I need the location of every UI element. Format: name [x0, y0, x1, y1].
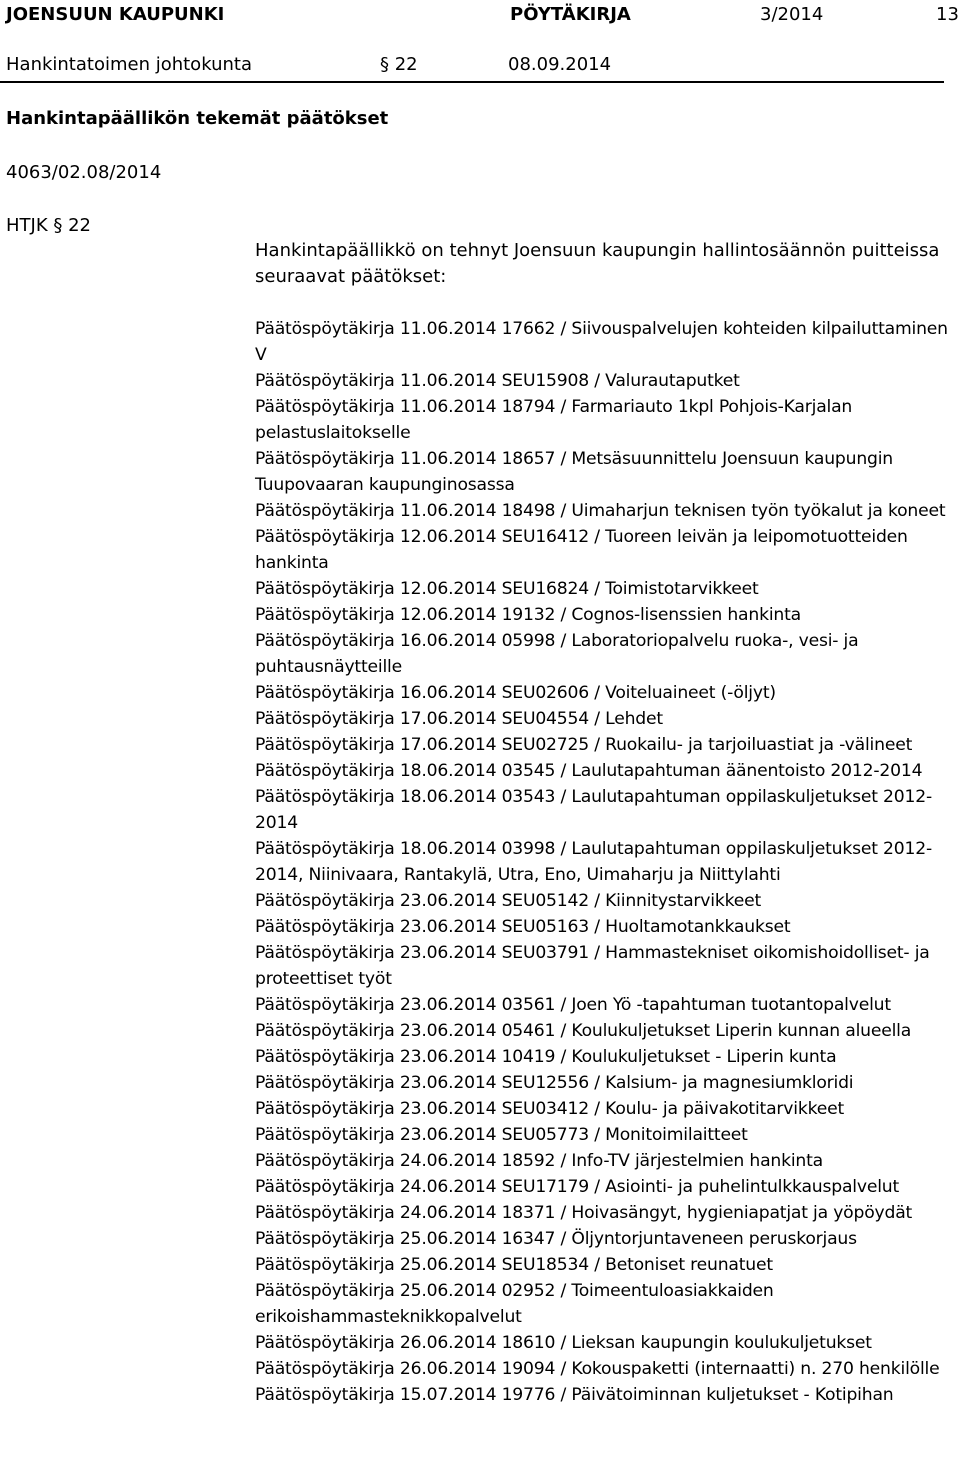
org-name: JOENSUUN KAUPUNKI: [6, 4, 225, 25]
htjk-label: HTJK § 22: [6, 215, 91, 236]
decision-item: Päätöspöytäkirja 11.06.2014 18657 / Metsäsuunnittelu Joensuun kaupungin Tuupovaaran kaupunginosassa: [255, 449, 893, 495]
decision-item: Päätöspöytäkirja 23.06.2014 SEU05142 / Kiinnitystarvikkeet: [255, 891, 762, 911]
doc-number: 3/2014: [760, 4, 824, 25]
intro-text: Hankintapäällikkö on tehnyt Joensuun kaupungin hallintosäännön puitteissa seuraavat päätökset:: [255, 240, 940, 287]
board-name: Hankintatoimen johtokunta: [6, 54, 252, 75]
decision-item: Päätöspöytäkirja 24.06.2014 SEU17179 / Asiointi- ja puhelintulkkauspalvelut: [255, 1177, 900, 1197]
decision-item: Päätöspöytäkirja 12.06.2014 SEU16824 / Toimistotarvikkeet: [255, 579, 759, 599]
decision-item: Päätöspöytäkirja 16.06.2014 SEU02606 / Voiteluaineet (-öljyt): [255, 683, 776, 703]
decision-item: Päätöspöytäkirja 23.06.2014 05461 / Koulukuljetukset Liperin kunnan alueella: [255, 1021, 912, 1041]
decision-item: Päätöspöytäkirja 23.06.2014 SEU05773 / Monitoimilaitteet: [255, 1125, 748, 1145]
meeting-date: 08.09.2014: [508, 54, 612, 75]
page-title: Hankintapäällikön tekemät päätökset: [6, 108, 389, 129]
decision-item: Päätöspöytäkirja 11.06.2014 17662 / Siivouspalvelujen kohteiden kilpailuttaminen V: [255, 319, 948, 365]
decision-item: Päätöspöytäkirja 11.06.2014 18794 / Farmariauto 1kpl Pohjois-Karjalan pelastuslaitokselle: [255, 397, 853, 443]
decision-item: Päätöspöytäkirja 11.06.2014 18498 / Uimaharjun teknisen työn työkalut ja koneet: [255, 501, 946, 521]
decision-item: Päätöspöytäkirja 26.06.2014 19094 / Kokouspaketti (internaatti) n. 270 henkilölle: [255, 1359, 940, 1379]
decision-item: Päätöspöytäkirja 23.06.2014 SEU03412 / Koulu- ja päivakotitarvikkeet: [255, 1099, 845, 1119]
decision-item: Päätöspöytäkirja 17.06.2014 SEU02725 / Ruokailu- ja tarjoiluastiat ja -välineet: [255, 735, 913, 755]
decision-item: Päätöspöytäkirja 23.06.2014 10419 / Koulukuljetukset - Liperin kunta: [255, 1047, 837, 1067]
decision-item: Päätöspöytäkirja 23.06.2014 SEU05163 / Huoltamotankkaukset: [255, 917, 791, 937]
decision-item: Päätöspöytäkirja 25.06.2014 SEU18534 / Betoniset reunatuet: [255, 1255, 773, 1275]
decision-item: Päätöspöytäkirja 12.06.2014 19132 / Cognos-lisenssien hankinta: [255, 605, 801, 625]
decision-item: Päätöspöytäkirja 11.06.2014 SEU15908 / Valurautaputket: [255, 371, 740, 391]
decision-item: Päätöspöytäkirja 23.06.2014 SEU03791 / Hammastekniset oikomishoidolliset- ja proteettiset työt: [255, 943, 930, 989]
reference-number: 4063/02.08/2014: [6, 162, 162, 183]
decision-item: Päätöspöytäkirja 24.06.2014 18592 / Info-TV järjestelmien hankinta: [255, 1151, 823, 1171]
decision-item: Päätöspöytäkirja 25.06.2014 16347 / Öljyntorjuntaveneen peruskorjaus: [255, 1229, 857, 1249]
page-number: 13: [936, 4, 959, 25]
decision-item: Päätöspöytäkirja 23.06.2014 03561 / Joen Yö -tapahtuman tuotantopalvelut: [255, 995, 891, 1015]
decision-item: Päätöspöytäkirja 16.06.2014 05998 / Laboratoriopalvelu ruoka-, vesi- ja puhtausnäytteille: [255, 631, 859, 677]
decision-item: Päätöspöytäkirja 12.06.2014 SEU16412 / Tuoreen leivän ja leipomotuotteiden hankinta: [255, 527, 908, 573]
decision-item: Päätöspöytäkirja 25.06.2014 02952 / Toimeentuloasiakkaiden erikoishammasteknikkopalvelut: [255, 1281, 774, 1327]
decision-list: [255, 316, 955, 1408]
decision-item: Päätöspöytäkirja 26.06.2014 18610 / Lieksan kaupungin koulukuljetukset: [255, 1333, 872, 1353]
decision-item: Päätöspöytäkirja 18.06.2014 03545 / Laulutapahtuman äänentoisto 2012-2014: [255, 761, 923, 781]
decision-item: Päätöspöytäkirja 18.06.2014 03998 / Laulutapahtuman oppilaskuljetukset 2012-2014, Niinivaara, Rantakylä, Utra, Eno, Uimaharju ja Niittylahti: [255, 839, 932, 885]
decision-item: Päätöspöytäkirja 18.06.2014 03543 / Laulutapahtuman oppilaskuljetukset 2012-2014: [255, 787, 932, 833]
header-rule: [0, 81, 944, 83]
decision-item: Päätöspöytäkirja 23.06.2014 SEU12556 / Kalsium- ja magnesiumkloridi: [255, 1073, 854, 1093]
doc-type: PÖYTÄKIRJA: [510, 4, 631, 25]
decision-item: Päätöspöytäkirja 15.07.2014 19776 / Päivätoiminnan kuljetukset - Kotipihan: [255, 1385, 894, 1405]
section-mark: § 22: [380, 54, 418, 75]
decision-item: Päätöspöytäkirja 17.06.2014 SEU04554 / Lehdet: [255, 709, 663, 729]
decision-item: Päätöspöytäkirja 24.06.2014 18371 / Hoivasängyt, hygieniapatjat ja yöpöydät: [255, 1203, 913, 1223]
